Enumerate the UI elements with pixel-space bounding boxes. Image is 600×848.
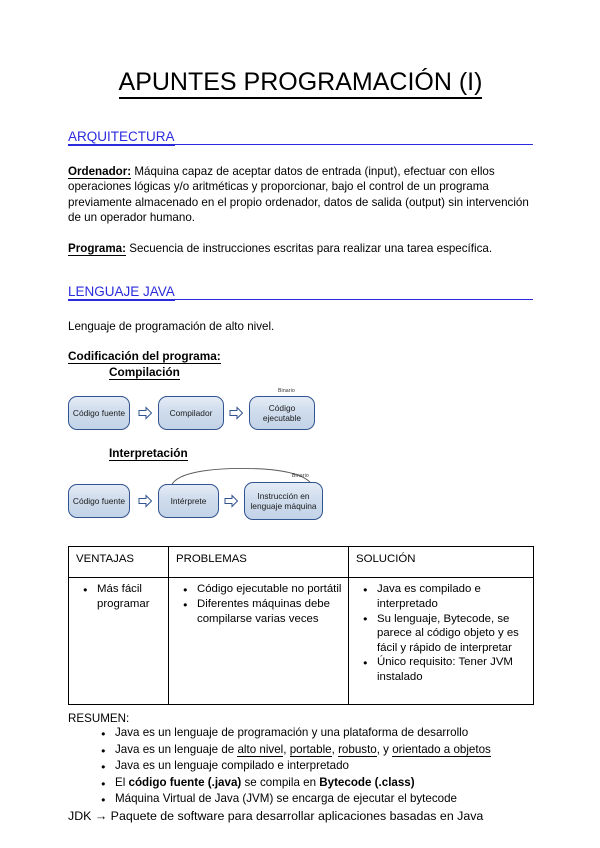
diagram1-box-compilador xyxy=(158,396,224,430)
table-header-row xyxy=(69,547,534,578)
diagram1-box-codigo-ejecutable-label: Código ejecutable xyxy=(262,403,302,424)
arrow-right-icon xyxy=(224,494,239,508)
diagram1-box-codigo-ejecutable xyxy=(249,396,315,430)
arrow-right-icon xyxy=(138,494,153,508)
diagram-compilacion xyxy=(68,386,533,438)
section-rule xyxy=(68,144,533,145)
diagram1-box-codigo-fuente xyxy=(68,396,130,430)
term-portable: portable xyxy=(289,742,332,756)
list-item: ● Java es compilado e interpretado xyxy=(377,582,527,611)
diagram1-note-binario: Binario xyxy=(278,388,295,395)
diagram2-box-interprete xyxy=(158,484,219,518)
diagram1-box-compilador-label: Compilador xyxy=(169,408,213,419)
section-heading-arquitectura-label: ARQUITECTURA xyxy=(68,129,175,144)
ventajas-list xyxy=(76,582,162,611)
definition-ordenador-text: Máquina capaz de aceptar datos de entrada (input), efectuar con ellos operaciones lógicas y/o aritméticas y proporcionar, bajo el control de un programa previamente almacenado en el propio ordenador, datos de salida (output) sin intervención de un operador humano. xyxy=(68,165,529,225)
definition-programa xyxy=(68,241,533,256)
codificacion-heading-text: Codificación del programa: xyxy=(68,349,221,364)
compilacion-heading xyxy=(68,365,533,379)
interpretacion-heading xyxy=(68,446,533,460)
term-robusto: robusto xyxy=(338,742,377,756)
term-codigo-fuente: código fuente (.java) xyxy=(128,775,242,789)
diagram2-note-binario: Binario xyxy=(292,473,309,480)
list-item: ● El código fuente (.java) se compila en Bytecode (.class) xyxy=(115,775,533,791)
comparison-table xyxy=(68,546,534,705)
problemas-list xyxy=(176,582,342,626)
table-row xyxy=(69,578,534,705)
table-header-solucion: SOLUCIÓN xyxy=(349,547,534,578)
document-content xyxy=(68,0,533,824)
resumen-list xyxy=(68,725,533,807)
diagram2-box-codigo-fuente xyxy=(68,484,130,518)
list-item: ● Java es un lenguaje compilado e interpretado xyxy=(115,758,533,774)
diagram-interpretacion xyxy=(68,466,533,524)
diagram1-box-codigo-fuente-label: Código fuente xyxy=(72,408,126,419)
resumen-footer: JDK → Paquete de software para desarrollar aplicaciones basadas en Java xyxy=(68,809,484,824)
resumen-title: RESUMEN: xyxy=(68,712,130,726)
compilacion-heading-text: Compilación xyxy=(109,365,180,380)
term-alto-nivel: alto nivel xyxy=(237,742,284,756)
term-orientado-objetos: orientado a objetos xyxy=(392,742,491,756)
term-bytecode: Bytecode (.class) xyxy=(319,775,415,789)
interpretacion-heading-text: Interpretación xyxy=(109,446,188,461)
page-title-text: APUNTES PROGRAMACIÓN (I) xyxy=(119,68,483,99)
diagram2-box-interprete-label: Intérprete xyxy=(170,496,207,507)
diagram2-box-instruccion-lenguaje-maquina xyxy=(244,482,323,520)
term-programa: Programa: xyxy=(68,241,126,255)
list-item: ● Java es un lenguaje de alto nivel, portable, robusto, y orientado a objetos xyxy=(115,742,533,758)
term-ordenador: Ordenador: xyxy=(68,165,132,178)
section-heading-lenguaje-java-label: LENGUAJE JAVA xyxy=(68,284,175,300)
table-header-problemas: PROBLEMAS xyxy=(169,547,349,578)
list-item: ● Máquina Virtual de Java (JVM) se encarga de ejecutar el bytecode xyxy=(115,791,533,807)
diagram2-box-codigo-fuente-label: Código fuente xyxy=(72,496,126,507)
definition-ordenador xyxy=(68,164,533,226)
definition-programa-text: Secuencia de instrucciones escritas para realizar una tarea específica. xyxy=(126,241,493,255)
solucion-list xyxy=(356,582,527,684)
section-heading-arquitectura xyxy=(68,128,533,145)
list-item: ● Único requisito: Tener JVM instalado xyxy=(377,655,527,684)
table-cell-ventajas xyxy=(69,578,169,705)
codificacion-heading xyxy=(68,349,533,363)
section-rule xyxy=(68,299,533,300)
table-cell-solucion xyxy=(349,578,534,705)
lenguaje-java-intro: Lenguaje de programación de alto nivel. xyxy=(68,320,275,334)
arrow-right-icon xyxy=(229,406,244,420)
list-item: ● Su lenguaje, Bytecode, se parece al código objeto y es fácil y rápido de interpretar xyxy=(377,612,527,656)
diagram2-box-instruccion-lenguaje-maquina-label: Instrucción en lenguaje máquina xyxy=(250,491,317,512)
list-item: ● Código ejecutable no portátil xyxy=(197,582,342,597)
table-header-ventajas: VENTAJAS xyxy=(69,547,169,578)
section-heading-lenguaje-java xyxy=(68,283,533,300)
list-item: ● Java es un lenguaje de programación y una plataforma de desarrollo xyxy=(115,725,533,741)
page-title xyxy=(68,0,533,97)
list-item: ● Más fácil programar xyxy=(97,582,162,611)
list-item: ● Diferentes máquinas debe compilarse varias veces xyxy=(197,597,342,626)
table-cell-problemas xyxy=(169,578,349,705)
arrow-right-icon xyxy=(138,406,153,420)
